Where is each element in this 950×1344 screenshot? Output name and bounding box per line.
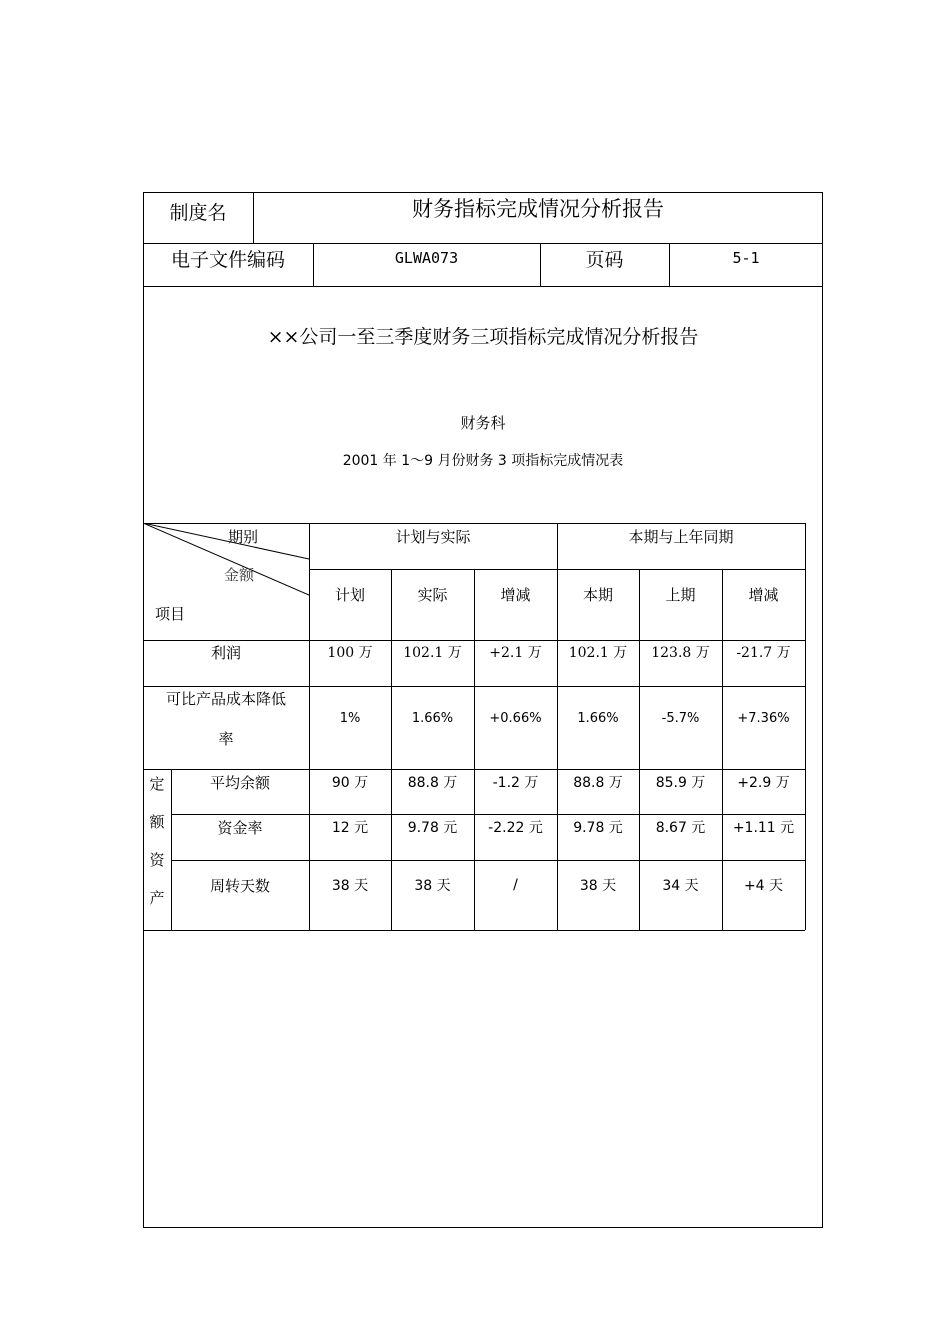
table-cell: 102.1 万 [568, 645, 628, 661]
code-value: GLWA073 [394, 249, 459, 267]
label-code: 电子文件编码 [170, 248, 285, 271]
sub-header-current: 本期 [582, 585, 613, 604]
group-header-period-compare: 本期与上年同期 [628, 527, 734, 546]
table-cell: 90 万 [331, 775, 369, 791]
table-cell: +2.1 万 [489, 645, 542, 661]
sub-header-change-2: 增减 [748, 585, 779, 604]
table-cell: 1.66% [411, 710, 454, 726]
table-cell: 9.78 元 [407, 820, 458, 836]
corner-item: 项目 [154, 604, 185, 623]
table-cell: 34 天 [662, 878, 699, 894]
page-value: 5-1 [732, 249, 760, 267]
corner-amount: 金额 [223, 565, 254, 584]
sub-header-actual: 实际 [417, 585, 448, 604]
table-cell: -2.22 元 [488, 820, 543, 836]
table-cell: +2.9 万 [737, 775, 790, 791]
row-label-turnover-days: 周转天数 [209, 876, 270, 895]
row-label-average-balance: 平均余额 [209, 773, 270, 792]
table-vline [805, 523, 806, 930]
table-cell: -1.2 万 [492, 775, 539, 791]
table-cell: +0.66% [489, 710, 542, 726]
sub-header-plan: 计划 [334, 585, 365, 604]
table-cell: -5.7% [661, 710, 700, 726]
table-cell: +7.36% [737, 710, 790, 726]
table-cell: 88.8 万 [573, 775, 623, 791]
group-label-char: 资 [149, 850, 165, 869]
table-hline [143, 930, 805, 931]
table-cell: 12 元 [331, 820, 369, 836]
corner-period: 期别 [227, 527, 258, 546]
sub-header-change-1: 增减 [500, 585, 531, 604]
label-name: 制度名 [169, 201, 227, 224]
report-title: ××公司一至三季度财务三项指标完成情况分析报告 [267, 325, 699, 348]
sub-header-previous: 上期 [665, 585, 696, 604]
group-label-char: 产 [149, 888, 165, 907]
group-label-char: 定 [149, 774, 165, 793]
doc-title: 财务指标完成情况分析报告 [412, 197, 664, 221]
table-cell: 38 天 [331, 878, 369, 894]
row-label-fund-rate: 资金率 [217, 818, 263, 837]
table-cell: 1% [339, 710, 361, 726]
table-cell: 85.9 万 [655, 775, 706, 791]
table-cell: 88.8 万 [407, 775, 458, 791]
table-cell: -21.7 万 [736, 645, 791, 661]
group-header-plan-actual: 计划与实际 [395, 527, 471, 546]
row-label-cost-reduction-line2: 率 [218, 729, 234, 748]
table-caption: 2001 年 1～9 月份财务 3 项指标完成情况表 [342, 453, 624, 469]
table-cell: 1.66% [577, 710, 619, 726]
table-cell: 123.8 万 [651, 645, 710, 661]
table-cell: +4 天 [743, 878, 784, 894]
row-label-profit: 利润 [210, 643, 241, 662]
table-cell: 102.1 万 [403, 645, 462, 661]
table-cell: 9.78 元 [573, 820, 623, 836]
header-divider-2 [143, 286, 823, 287]
row-label-cost-reduction-line1: 可比产品成本降低 [165, 689, 286, 708]
department: 财务科 [460, 413, 506, 432]
table-cell: / [513, 877, 518, 893]
table-cell: 100 万 [327, 645, 373, 661]
table-cell: 8.67 元 [655, 820, 706, 836]
label-page: 页码 [585, 248, 624, 271]
table-cell: 38 天 [414, 878, 451, 894]
group-label-char: 额 [149, 812, 165, 831]
table-cell: 38 天 [579, 878, 617, 894]
table-cell: +1.11 元 [732, 820, 795, 836]
